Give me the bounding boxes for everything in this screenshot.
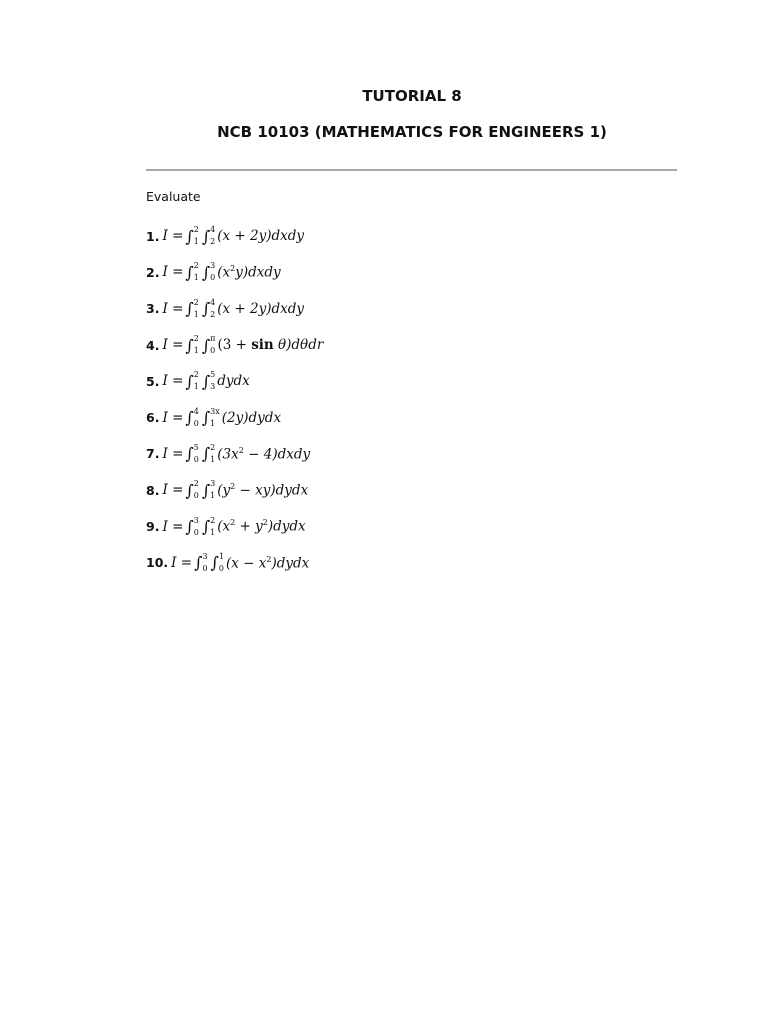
outer-upper-limit: 4 xyxy=(193,406,199,416)
integrand xyxy=(217,337,323,353)
inner-lower-limit: 1 xyxy=(210,454,216,464)
problem-item xyxy=(146,327,323,363)
inner-integral-sign: ∫ xyxy=(201,408,211,428)
inner-lower-limit: 2 xyxy=(210,309,216,319)
inner-lower-limit: 0 xyxy=(210,346,216,356)
inner-lower-limit: 1 xyxy=(210,491,216,501)
tutorial-title: TUTORIAL 8 xyxy=(362,87,462,105)
problem-expression xyxy=(162,517,305,537)
problem-number: 6. xyxy=(146,410,160,426)
inner-lower-limit: 1 xyxy=(210,527,216,537)
outer-limits xyxy=(194,517,199,537)
inner-integral-sign: ∫ xyxy=(210,553,219,573)
outer-upper-limit: 2 xyxy=(193,297,199,307)
outer-limits xyxy=(194,444,199,464)
outer-integral-sign: ∫ xyxy=(194,553,203,573)
problem-number: 1. xyxy=(146,228,160,244)
integrand: (x + 2y)dxdy xyxy=(217,300,305,317)
integrand-exponent: 2 xyxy=(230,264,236,274)
inner-limits xyxy=(219,553,224,573)
outer-integral-sign: ∫ xyxy=(185,262,194,282)
inner-lower-limit: 0 xyxy=(210,273,216,283)
integrand xyxy=(217,482,308,499)
integrand-part: (x xyxy=(217,518,231,535)
inner-lower-limit: 0 xyxy=(218,563,224,573)
inner-upper-limit: π xyxy=(210,334,216,344)
outer-limits xyxy=(194,480,199,500)
integrand: (x + 2y)dxdy xyxy=(217,228,305,245)
problem-item xyxy=(146,363,323,399)
integrand-part: + y xyxy=(235,518,263,535)
outer-lower-limit: 1 xyxy=(193,273,199,283)
integrand-part: (3 + xyxy=(217,337,252,354)
problem-item xyxy=(146,291,323,327)
problem-item xyxy=(146,436,323,472)
integrand-exponent: 2 xyxy=(266,554,272,564)
problem-expression xyxy=(171,553,309,573)
integrand-part: )dydx xyxy=(267,518,306,535)
outer-integral-sign: ∫ xyxy=(185,444,194,464)
problem-number: 7. xyxy=(146,446,160,462)
outer-limits xyxy=(194,226,199,246)
inner-upper-limit: 3 xyxy=(210,479,216,489)
inner-integral-sign: ∫ xyxy=(201,335,211,355)
integrand-part: − xy)dydx xyxy=(235,482,309,499)
problem-expression xyxy=(162,408,281,428)
inner-limits xyxy=(210,444,215,464)
problem-item xyxy=(146,508,323,544)
outer-lower-limit: 1 xyxy=(193,382,199,392)
outer-lower-limit: 0 xyxy=(193,454,199,464)
inner-integral-sign: ∫ xyxy=(201,299,211,319)
outer-limits xyxy=(194,299,199,319)
problem-expression xyxy=(162,480,308,500)
integrand xyxy=(217,518,305,535)
inner-upper-limit: 2 xyxy=(210,442,216,452)
problem-number: 4. xyxy=(146,337,160,353)
sin-function: sin xyxy=(251,337,274,354)
integral-lhs: I = xyxy=(162,264,184,281)
outer-integral-sign: ∫ xyxy=(185,299,194,319)
problem-expression xyxy=(162,226,304,246)
integrand xyxy=(217,264,280,281)
inner-limits xyxy=(210,480,215,500)
problem-number: 2. xyxy=(146,264,160,280)
inner-integral-sign: ∫ xyxy=(201,371,211,391)
outer-integral-sign: ∫ xyxy=(185,335,194,355)
inner-limits xyxy=(210,299,215,319)
problem-item xyxy=(146,545,323,581)
problem-number: 10. xyxy=(146,555,169,571)
problem-expression xyxy=(162,299,304,319)
problem-item xyxy=(146,254,323,290)
problem-item xyxy=(146,218,323,254)
inner-integral-sign: ∫ xyxy=(201,226,211,246)
inner-upper-limit: 1 xyxy=(218,551,224,561)
outer-integral-sign: ∫ xyxy=(185,408,194,428)
integral-lhs: I = xyxy=(162,409,184,426)
inner-limits xyxy=(210,226,215,246)
inner-upper-limit: 3x xyxy=(210,406,220,416)
integrand: (2y)dydx xyxy=(221,409,282,426)
outer-lower-limit: 1 xyxy=(193,309,199,319)
inner-limits xyxy=(210,262,215,282)
outer-limits xyxy=(194,262,199,282)
outer-integral-sign: ∫ xyxy=(185,371,194,391)
integrand-exponent: 2 xyxy=(230,518,236,528)
integrand-exponent: 2 xyxy=(262,518,268,528)
integral-lhs: I = xyxy=(162,482,184,499)
inner-integral-sign: ∫ xyxy=(201,262,211,282)
outer-lower-limit: 0 xyxy=(202,563,208,573)
integral-lhs: I = xyxy=(162,300,184,317)
integral-lhs: I = xyxy=(171,554,193,571)
integrand-part: (x − x xyxy=(225,555,267,572)
inner-integral-sign: ∫ xyxy=(201,480,211,500)
problem-number: 8. xyxy=(146,482,160,498)
integrand xyxy=(226,555,309,572)
problem-list xyxy=(146,218,323,581)
integral-lhs: I = xyxy=(162,518,184,535)
integrand-part: θ)dθdr xyxy=(273,337,324,354)
outer-limits xyxy=(194,408,199,428)
problem-expression xyxy=(162,371,249,391)
integrand-part: )dydx xyxy=(271,555,310,572)
outer-limits xyxy=(194,371,199,391)
integral-lhs: I = xyxy=(162,228,184,245)
outer-upper-limit: 2 xyxy=(193,370,199,380)
inner-upper-limit: 2 xyxy=(210,515,216,525)
problem-number: 5. xyxy=(146,373,160,389)
problem-item xyxy=(146,399,323,435)
outer-lower-limit: 0 xyxy=(193,491,199,501)
outer-limits xyxy=(194,335,199,355)
inner-upper-limit: 4 xyxy=(210,225,216,235)
problem-item xyxy=(146,472,323,508)
inner-integral-sign: ∫ xyxy=(201,444,211,464)
inner-limits xyxy=(210,371,215,391)
inner-upper-limit: 4 xyxy=(210,297,216,307)
inner-integral-sign: ∫ xyxy=(201,517,211,537)
inner-upper-limit: 5 xyxy=(210,370,216,380)
inner-limits xyxy=(210,517,215,537)
inner-lower-limit: 2 xyxy=(210,237,216,247)
outer-integral-sign: ∫ xyxy=(185,226,194,246)
header-divider xyxy=(146,169,677,171)
integrand-part: (y xyxy=(217,482,231,499)
integrand-part: (x xyxy=(217,264,231,281)
problem-number: 3. xyxy=(146,301,160,317)
problem-expression xyxy=(162,262,280,282)
inner-lower-limit: 3 xyxy=(210,382,216,392)
outer-upper-limit: 2 xyxy=(193,334,199,344)
outer-integral-sign: ∫ xyxy=(185,517,194,537)
outer-limits xyxy=(202,553,207,573)
outer-lower-limit: 1 xyxy=(193,346,199,356)
inner-limits xyxy=(210,335,215,355)
outer-upper-limit: 5 xyxy=(193,442,199,452)
problem-expression xyxy=(162,444,310,464)
outer-lower-limit: 1 xyxy=(193,237,199,247)
inner-limits xyxy=(210,408,220,428)
problem-number: 9. xyxy=(146,519,160,535)
outer-upper-limit: 2 xyxy=(193,225,199,235)
inner-lower-limit: 1 xyxy=(210,418,216,428)
integrand-part: y)dxdy xyxy=(235,264,281,281)
problem-expression xyxy=(162,335,323,355)
integral-lhs: I = xyxy=(162,337,184,354)
outer-upper-limit: 3 xyxy=(193,515,199,525)
integrand-part: − 4)dxdy xyxy=(243,446,311,463)
instruction-text: Evaluate xyxy=(146,189,201,204)
integrand xyxy=(217,446,310,463)
integral-lhs: I = xyxy=(162,445,184,462)
outer-integral-sign: ∫ xyxy=(185,480,194,500)
outer-lower-limit: 0 xyxy=(193,527,199,537)
outer-upper-limit: 2 xyxy=(193,479,199,489)
integrand-exponent: 2 xyxy=(238,445,244,455)
outer-lower-limit: 0 xyxy=(193,418,199,428)
integrand: dydx xyxy=(217,373,250,390)
outer-upper-limit: 3 xyxy=(202,551,208,561)
integral-lhs: I = xyxy=(162,373,184,390)
outer-upper-limit: 2 xyxy=(193,261,199,271)
course-title: NCB 10103 (MATHEMATICS FOR ENGINEERS 1) xyxy=(217,123,607,141)
inner-upper-limit: 3 xyxy=(210,261,216,271)
integrand-part: (3x xyxy=(217,446,239,463)
integrand-exponent: 2 xyxy=(230,481,236,491)
